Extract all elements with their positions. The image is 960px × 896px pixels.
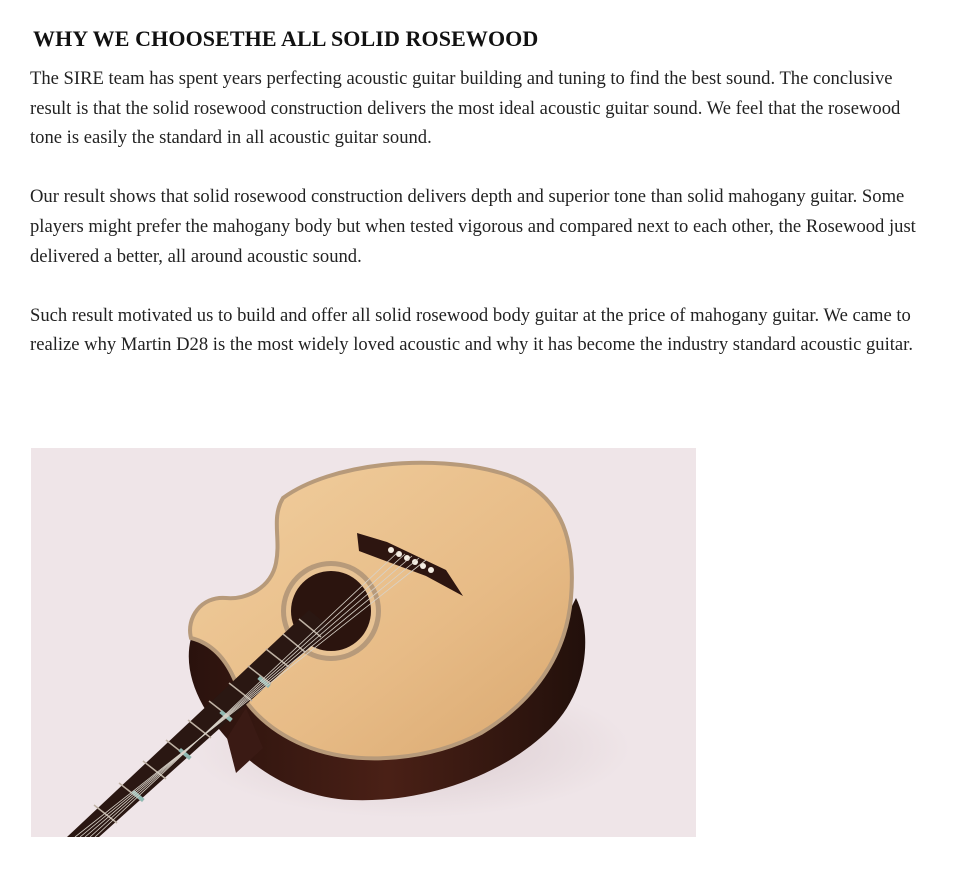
article-title: WHY WE CHOOSETHE ALL SOLID ROSEWOOD (33, 26, 539, 51)
paragraph-1: The SIRE team has spent years perfecting acoustic guitar building and tuning to find the best sound. The conclusive result is that the solid rosewood construction delivers the most ideal acoustic guitar sound. We feel that the rosewood tone is easily the standard in all acoustic guitar sound. (30, 68, 901, 149)
paragraph-3: Such result motivated us to build and offer all solid rosewood body guitar at the price of mahogany guitar. We came to realize why Martin D28 is the most widely loved acoustic and why it has become the industry standard acoustic guitar. (30, 304, 913, 356)
paragraph-2: Our result shows that solid rosewood construction delivers depth and superior tone than solid mahogany guitar. Some players might prefer the mahogany body but when tested vigorous and compared next to each other, the Rosewood just delivered a better, all around acoustic sound. (30, 186, 916, 267)
acoustic-guitar-illustration (31, 448, 696, 837)
guitar-photo (31, 448, 696, 837)
article (30, 24, 920, 360)
